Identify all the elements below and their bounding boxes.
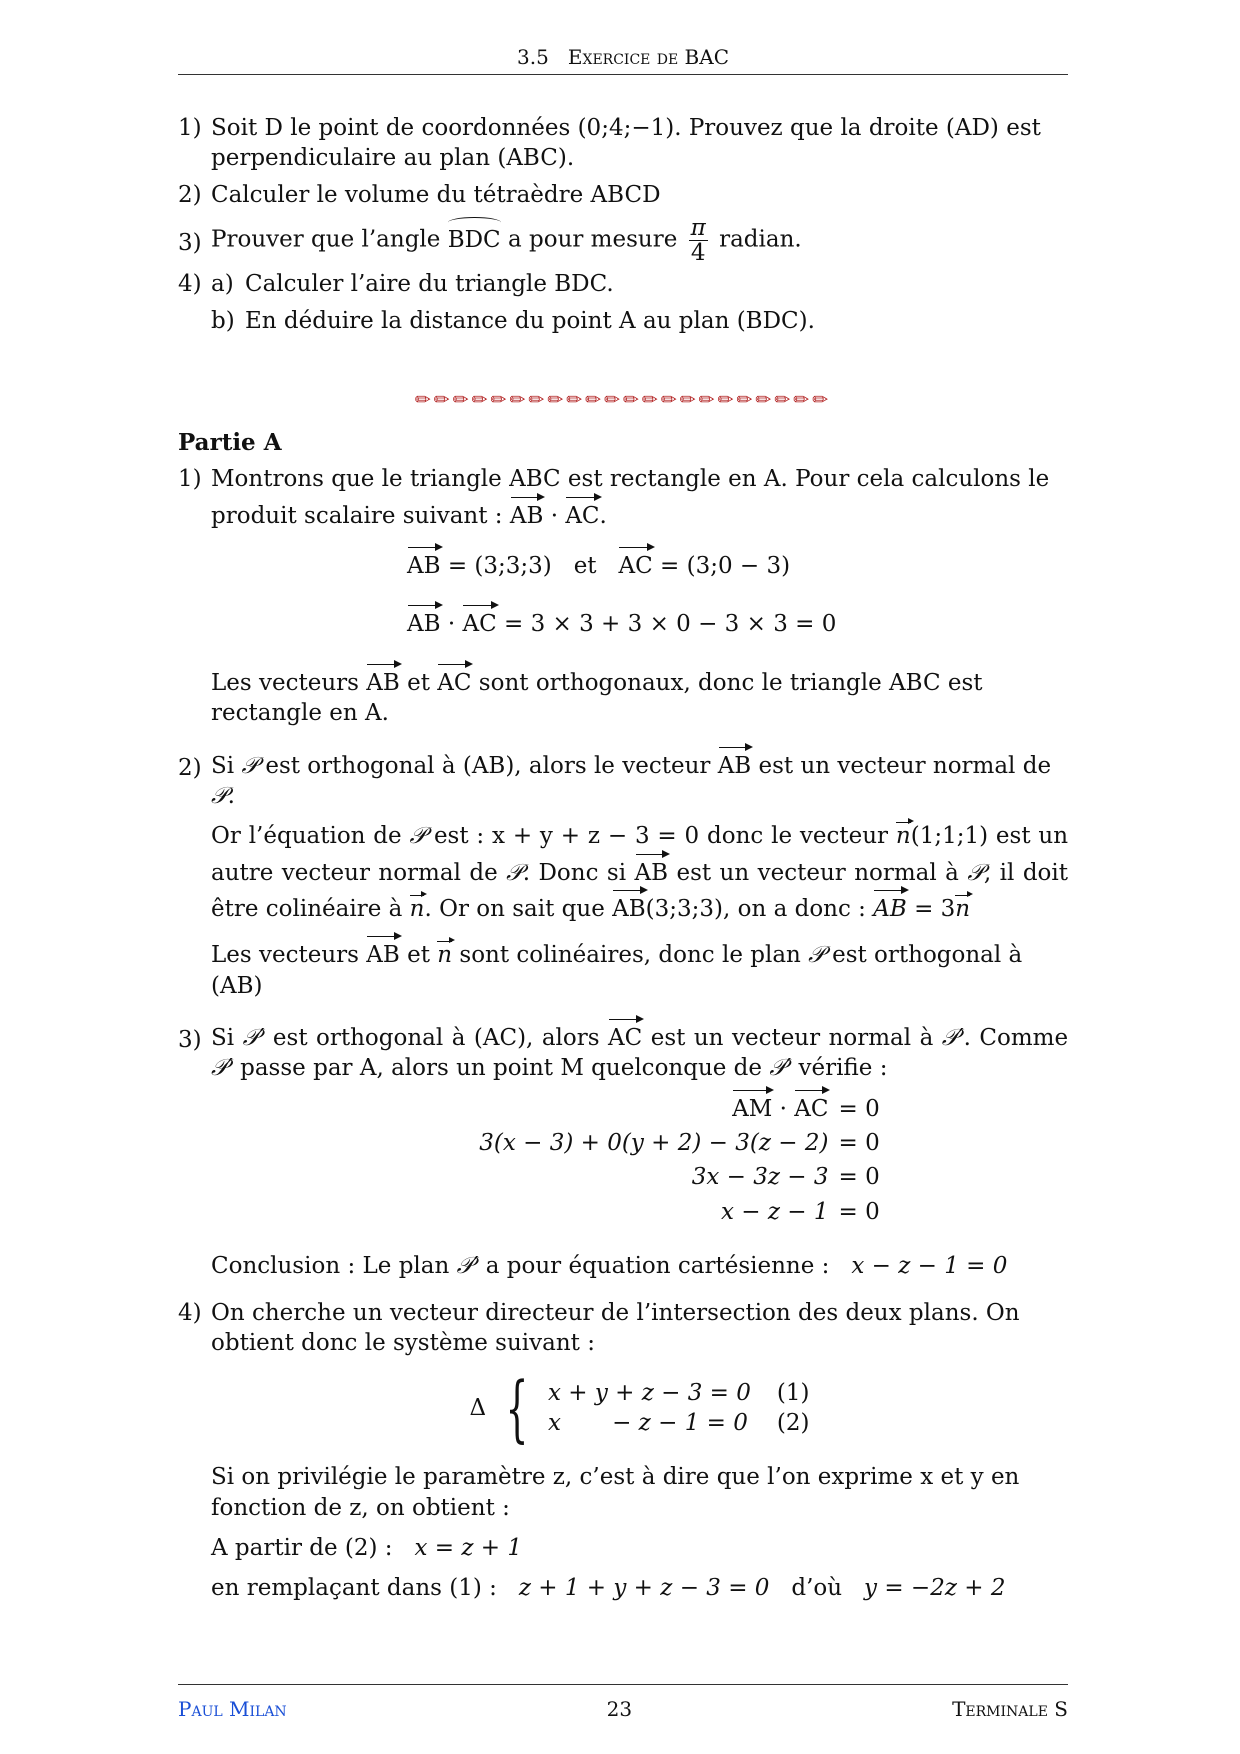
plane-symbol: 𝒫′ [211,1055,233,1082]
solution-1 [178,464,1068,728]
equation-text: x = z + 1 [414,1534,522,1561]
subquestion-b [211,306,1068,336]
equation-system [211,1366,1068,1451]
solution-text: (3;3;3), on a donc : [645,895,866,922]
punctuation: . [599,502,607,529]
plane-symbol: 𝒫 [409,823,427,850]
equation-text: = (3;3;3) et [447,553,597,580]
plane-symbol: 𝒫 [967,859,984,886]
solution-text: Si [211,1025,235,1052]
solution-text: Conclusion : Le plan [211,1253,450,1280]
section-number: 3.5 [517,45,549,69]
delta-label: Δ [469,1395,487,1422]
solution-3 [178,1017,1068,1282]
solution-part-a [178,428,1068,1604]
question-3 [178,216,1068,265]
system-rows [548,1378,810,1439]
question-2 [178,180,1068,210]
paragraph [211,821,1068,924]
vector-n: n [437,940,452,970]
page-number: 23 [606,1697,633,1721]
solution-text: sont orthogonaux, donc le triangle ABC est rectangle en A. [211,669,983,727]
vector-ab: AB [718,745,752,781]
plane-symbol: 𝒫′ [456,1253,479,1280]
question-text: a pour mesure [507,226,678,253]
solution-text: Or l’équation de [211,823,402,850]
question-text: Soit D le point de coordonnées (0;4;−1). Prouvez que la droite (AD) est perpendiculaire au plan (ABC). [211,115,1041,172]
equation-lhs: x − z − 1 [720,1198,829,1225]
vector-n: n [955,894,970,924]
vector-ac: AC [437,662,471,698]
vector-ac: AC [565,495,599,531]
plane-symbol: 𝒫 [211,782,228,809]
solution-text: vérifie : [798,1055,888,1082]
equation-rhs: = 0 [838,1164,880,1191]
equation-lhs [479,1088,828,1124]
solution-text: est orthogonal à (AB) [211,942,1023,999]
vector-ac: AC [794,1088,828,1124]
system-equation: x + y + z − 3 = 0 [547,1379,751,1406]
vector-n: n [410,894,425,924]
solution-text: Les vecteurs [211,669,359,696]
pencil-separator: ✏✏✏✏✏✏✏✏✏✏✏✏✏✏✏✏✏✏✏✏✏✏ [414,389,832,411]
equation-1 [407,545,1068,581]
equation-lhs: 3(x − 3) + 0(y + 2) − 3(z − 2) [479,1130,829,1157]
plane-symbol: 𝒫′ [769,1055,792,1082]
solution-text: est un vecteur normal à [650,1025,934,1052]
question-text: Calculer le volume du tétraèdre ABCD [211,181,661,208]
question-number: 4) [178,271,202,298]
punctuation: . [227,782,235,809]
equation-text: z + 1 + y + z − 3 = 0 [518,1575,770,1602]
plane-symbol: 𝒫 [506,859,523,886]
vector-n: n [896,821,911,851]
solution-text: , il doit être colinéaire à [211,859,1068,922]
subquestion-label: a) [211,271,234,298]
equation-lhs: 3x − 3z − 3 [691,1164,829,1191]
solution-text: = 3 [914,895,956,922]
equation-tag: (2) [776,1410,810,1437]
solution-number: 3) [178,1027,202,1054]
solution-4 [178,1298,1068,1604]
solution-text: sont colinéaires, donc le plan [459,942,801,969]
solution-text: et [407,942,430,969]
section-title: Exercice de BAC [567,45,729,69]
dot-operator: · [447,611,456,638]
equation-tag: (1) [776,1379,810,1406]
vector-ab: AB [407,545,441,581]
solution-text: passe par A, alors un point M quelconque de [240,1055,763,1082]
solution-text: en remplaçant dans (1) : [211,1575,497,1602]
plane-symbol: 𝒫′ [941,1025,964,1052]
subquestion-text: En déduire la distance du point A au plan (BDC). [245,307,815,334]
dot-operator: · [550,502,558,529]
fraction-numerator: π [690,215,706,242]
equation-block [291,1088,1068,1227]
question-list [178,113,1068,336]
vector-ab: AB [635,852,669,888]
solution-text: . Donc si [522,859,627,886]
solution-text: Si on privilégie le paramètre z, c’est à dire que l’on exprime x et y en fonction de z, on obtient : [211,1464,1020,1521]
solution-number: 4) [178,1299,202,1326]
equation-rhs: = 0 [838,1095,880,1122]
solution-text: Si [211,752,235,779]
solution-text: On cherche un vecteur directeur de l’intersection des deux plans. On obtient donc le système suivant : [211,1299,1020,1356]
solution-text: est un vecteur normal de [758,752,1052,779]
solution-text: est orthogonal à (AC), alors [272,1025,600,1052]
question-4 [178,269,1068,336]
solution-text: Montrons que le triangle ABC est rectangle en A. Pour cela calculons le produit scalaire suivant : [211,466,1050,529]
equation-text: = (3;0 − 3) [660,553,791,580]
equation-text: y = −2z + 2 [864,1575,1006,1602]
solution-text: a pour équation cartésienne : [485,1253,830,1280]
solution-number: 1) [178,466,202,493]
subquestion-label: b) [211,307,235,334]
running-header [178,44,1068,70]
page-footer [178,1696,1068,1722]
question-number: 2) [178,181,202,208]
question-1 [178,113,1068,174]
plane-symbol: 𝒫′ [242,1025,265,1052]
question-text: radian. [719,226,802,253]
equation-rhs: = 0 [838,1198,880,1225]
brace-symbol: { [505,1366,529,1451]
solution-text: Les vecteurs [211,942,359,969]
solution-text: (1;1;1) est un autre vecteur normal de [211,823,1069,886]
paragraph [211,1533,1068,1563]
conclusion-1 [211,662,1068,729]
equation-rhs: = 0 [838,1130,880,1157]
subquestion-a [211,269,1068,299]
solution-text: . Comme [963,1025,1069,1052]
solution-text: . Or on sait que [424,895,605,922]
equation-text: = 3 × 3 + 3 × 0 − 3 × 3 = 0 [503,611,837,638]
solution-number: 2) [178,754,202,781]
solution-text: est : x + y + z − 3 = 0 donc le vecteur [433,823,889,850]
dot-operator: · [779,1095,787,1122]
paragraph [211,1017,1068,1084]
vector-ab: AB [407,603,441,639]
footer-author: Paul Milan [178,1697,287,1721]
solution-text: d’où [791,1575,843,1602]
question-text: Prouver que l’angle [211,226,441,253]
vector-ab: AB [612,888,646,924]
header-rule [178,74,1068,75]
vector-ac: AC [618,545,652,581]
vector-ab: AB [366,934,400,970]
question-number: 1) [178,115,202,141]
paragraph [211,934,1068,1001]
part-heading: Partie A [178,429,282,456]
paragraph [211,1573,1068,1603]
subquestion-text: Calculer l’aire du triangle BDC. [245,271,614,298]
solution-2 [178,745,1068,1002]
footer-rule [178,1684,1068,1685]
vector-am: AM [732,1088,772,1124]
solution-text: est un vecteur normal à [676,859,959,886]
vector-ab: AB [366,662,400,698]
system-equation: x − z − 1 = 0 [547,1410,748,1437]
vector-ac: AC [608,1017,642,1053]
angle-label: BDC [448,221,501,255]
solution-text: et [407,669,430,696]
conclusion-3 [211,1251,1068,1281]
vector-ab-italic: AB [873,888,907,924]
paragraph [211,745,1068,812]
fraction-denominator: 4 [690,240,706,267]
question-number: 3) [178,230,202,257]
solution-text: est orthogonal à (AB), alors le vecteur [265,752,711,779]
equation-text: x − z − 1 = 0 [851,1253,1008,1280]
equation-2 [407,603,1068,639]
fraction [689,216,708,265]
vector-ab: AB [510,495,544,531]
plane-symbol: 𝒫 [241,752,259,779]
vector-ac: AC [462,603,496,639]
plane-symbol: 𝒫 [808,942,825,969]
solution-text: A partir de (2) : [211,1534,393,1561]
footer-class: Terminale S [952,1697,1068,1721]
